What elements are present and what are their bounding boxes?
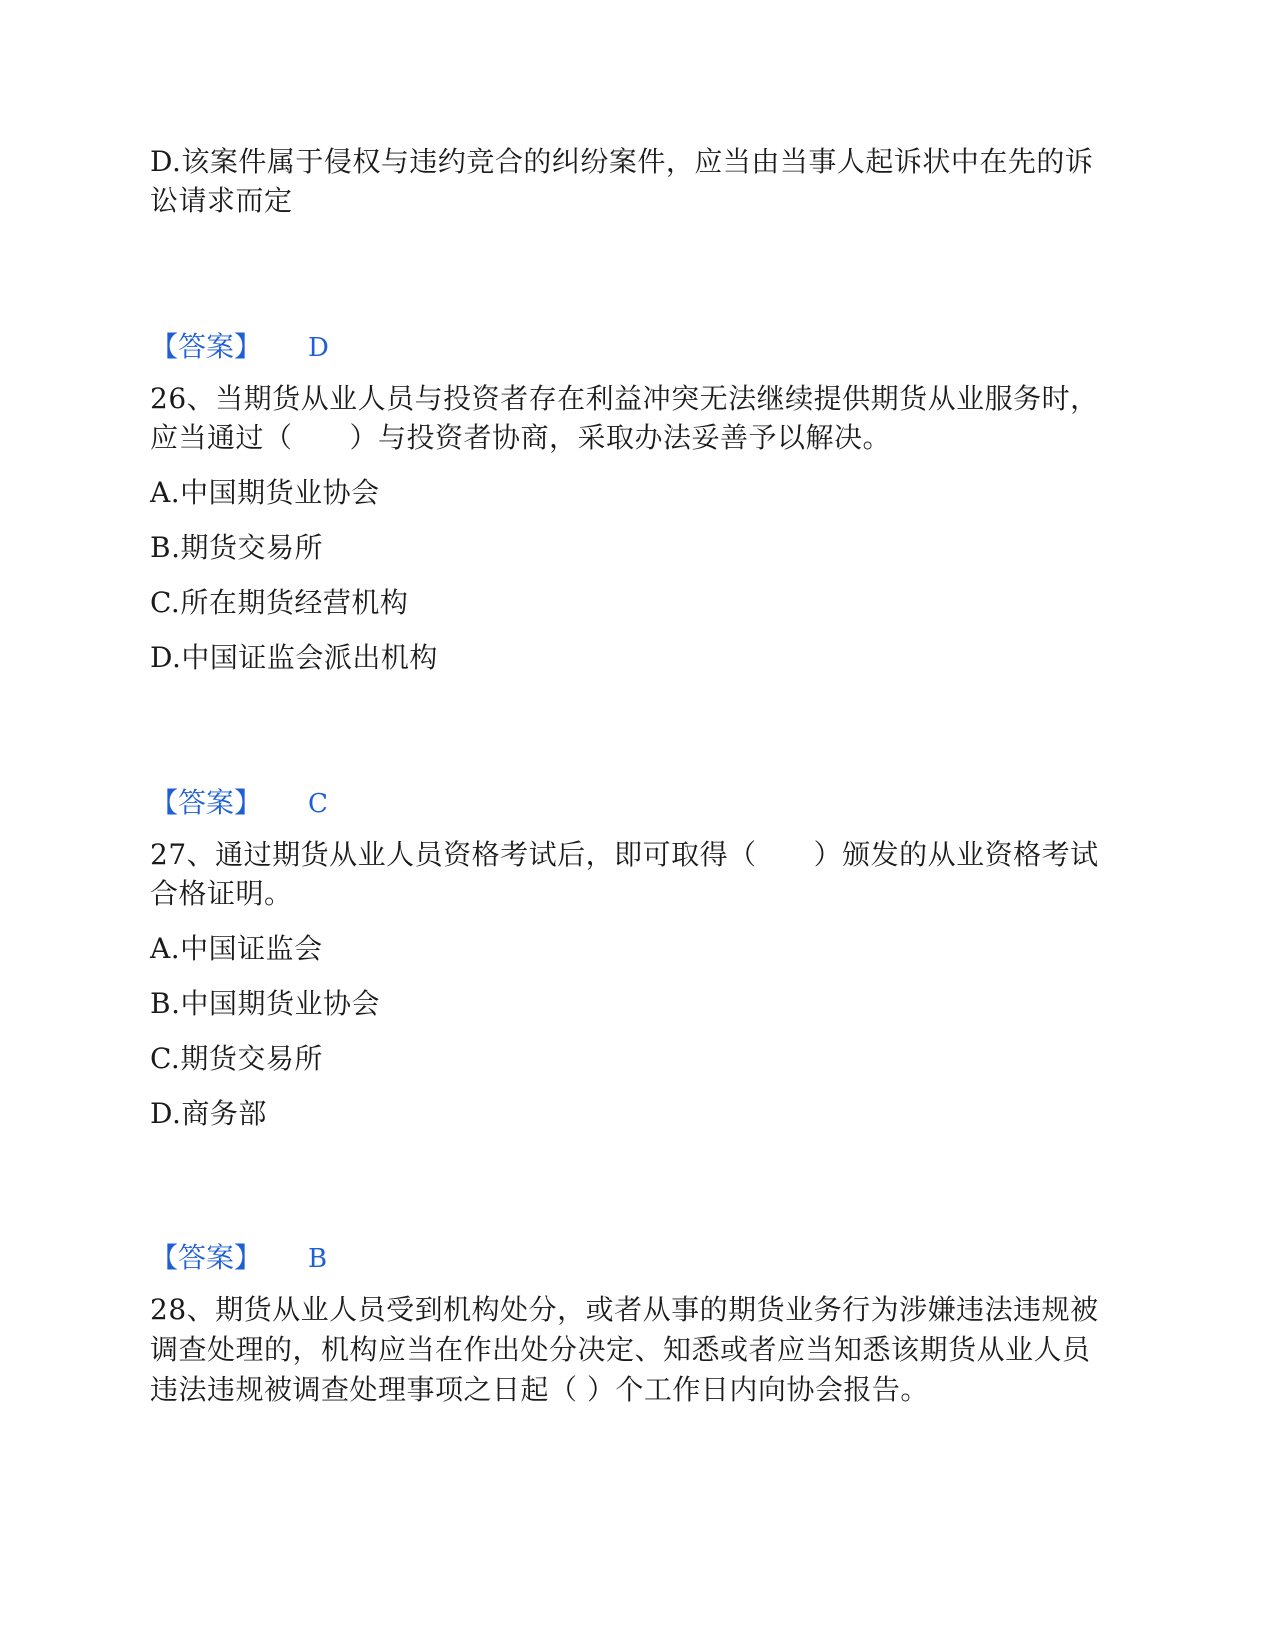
prev-option-d-line1: D.该案件属于侵权与违约竞合的纠纷案件，应当由当事人起诉状中在先的诉 — [150, 145, 1094, 178]
question-stem-line1: 27、通过期货从业人员资格考试后，即可取得（ ）颁发的从业资格考试 — [150, 838, 1099, 871]
answer-q27 — [150, 1238, 327, 1279]
question-stem-line2: 调查处理的，机构应当在作出处分决定、知悉或者应当知悉该期货从业人员 — [150, 1333, 1091, 1366]
answer-value: C — [308, 789, 328, 819]
question-stem-line1: 28、期货从业人员受到机构处分，或者从事的期货业务行为涉嫌违法违规被 — [150, 1293, 1099, 1326]
option-c: C.所在期货经营机构 — [150, 586, 409, 619]
question-stem-line3: 违法违规被调查处理事项之日起（ ）个工作日内向协会报告。 — [150, 1373, 929, 1406]
prev-option-d-line2: 讼请求而定 — [150, 184, 293, 217]
answer-q25 — [150, 327, 329, 368]
question-stem-line2: 合格证明。 — [150, 877, 293, 910]
question-stem-line1: 26、当期货从业人员与投资者存在利益冲突无法继续提供期货从业服务时， — [150, 382, 1099, 415]
answer-q26 — [150, 783, 328, 824]
answer-tag: 【答案】 — [150, 1241, 263, 1274]
answer-value: B — [308, 1244, 328, 1274]
option-a: A.中国期货业协会 — [150, 476, 380, 509]
answer-tag: 【答案】 — [150, 786, 263, 819]
answer-tag: 【答案】 — [150, 330, 263, 363]
option-a: A.中国证监会 — [150, 932, 323, 965]
option-d: D.商务部 — [150, 1097, 267, 1130]
option-c: C.期货交易所 — [150, 1042, 323, 1075]
option-d: D.中国证监会派出机构 — [150, 641, 438, 674]
option-b: B.中国期货业协会 — [150, 987, 380, 1020]
option-b: B.期货交易所 — [150, 531, 323, 564]
question-stem-line2: 应当通过（ ）与投资者协商，采取办法妥善予以解决。 — [150, 421, 892, 454]
answer-value: D — [308, 333, 329, 363]
